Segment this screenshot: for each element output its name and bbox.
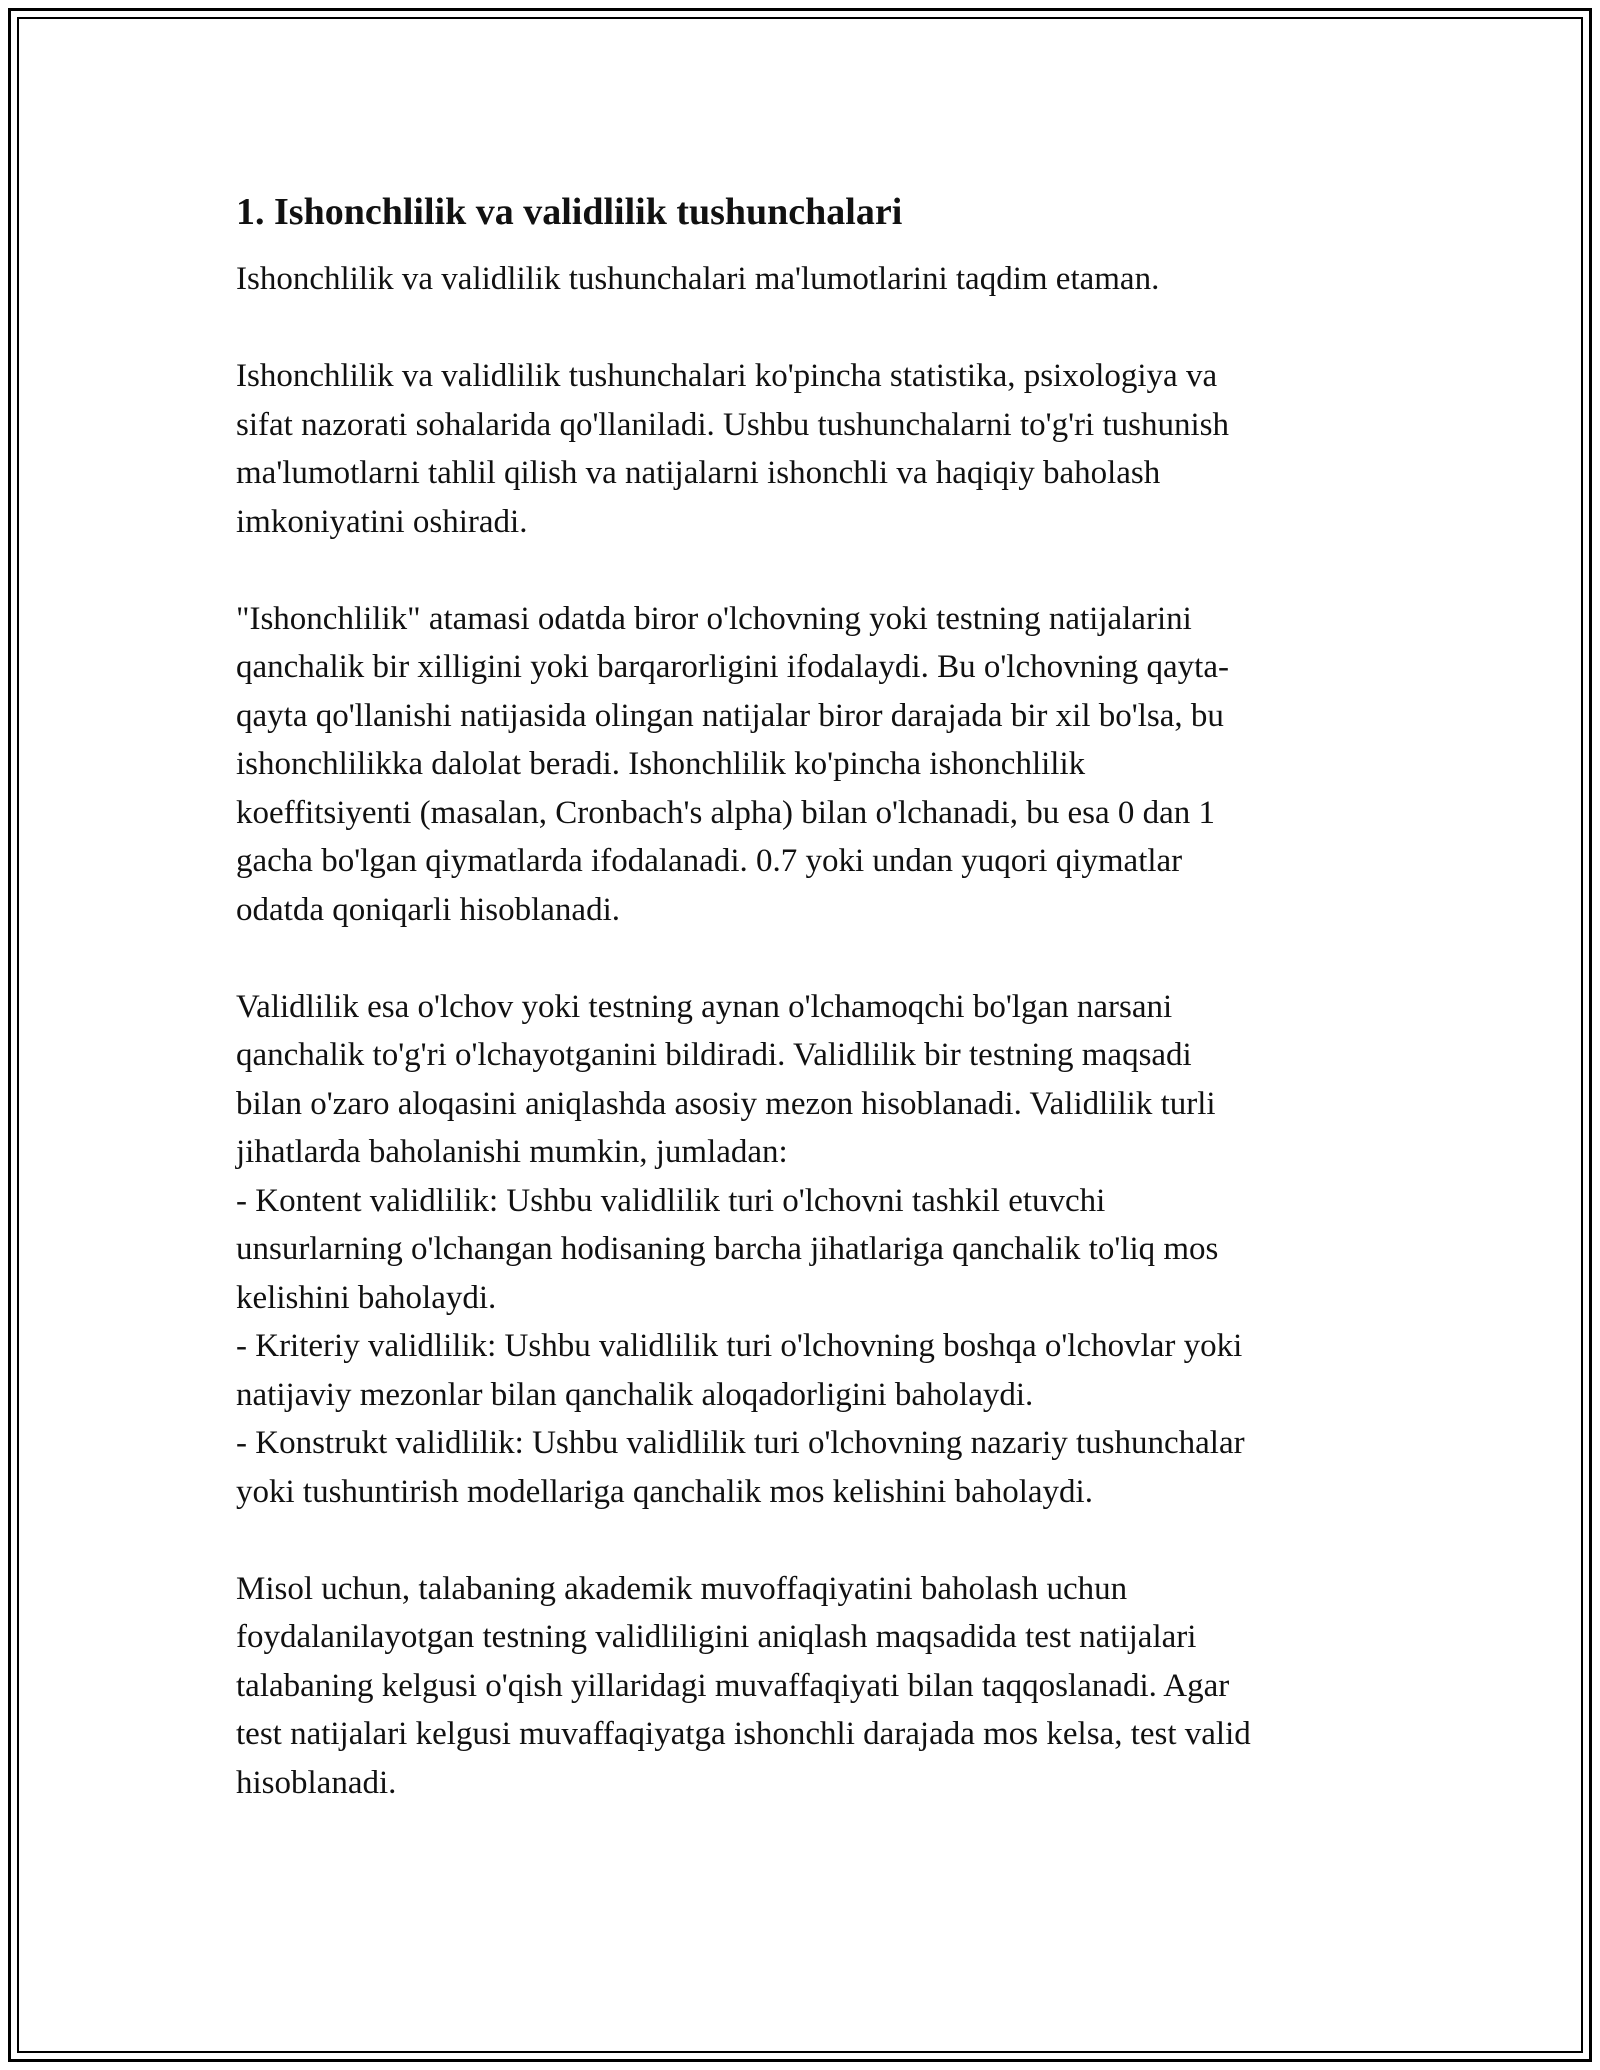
text-line: odatda qoniqarli hisoblanadi. [236, 891, 620, 928]
text-line: - Konstrukt validlilik: Ushbu validlilik turi o'lchovning nazariy tushunchalar [236, 1425, 1245, 1461]
text-line: natijaviy mezonlar bilan qanchalik aloqadorligini baholaydi. [236, 1376, 1034, 1413]
paragraph [236, 1565, 1376, 1808]
text-line: Validlilik esa o'lchov yoki testning aynan o'lchamoqchi bo'lgan narsani [236, 988, 1173, 1025]
text-line: bilan o'zaro aloqasini aniqlashda asosiy mezon hisoblanadi. Validlilik turli [236, 1085, 1216, 1122]
paragraph [236, 255, 1376, 304]
text-line: Misol uchun, talabaning akademik muvoffaqiyatini baholash uchun [236, 1570, 1128, 1607]
text-line: qanchalik bir xilligini yoki barqarorligini ifodalaydi. Bu o'lchovning qayta- [236, 649, 1229, 685]
paragraph [236, 352, 1376, 546]
document-title: 1. Ishonchlilik va validlilik tushunchalari [236, 191, 903, 233]
text-line: kelishini baholaydi. [236, 1279, 497, 1316]
paragraph [236, 595, 1376, 935]
text-line: - Kriteriy validlilik: Ushbu validlilik turi o'lchovning boshqa o'lchovlar yoki [236, 1328, 1243, 1364]
text-line: foydalanilayotgan testning validliligini aniqlash maqsadida test natijalari [236, 1619, 1197, 1655]
text-line: sifat nazorati sohalarida qo'llaniladi. Ushbu tushunchalarni to'g'ri tushunish [236, 406, 1229, 443]
text-line: yoki tushuntirish modellariga qanchalik mos kelishini baholaydi. [236, 1473, 1093, 1510]
text-line: qayta qo'llanishi natijasida olingan natijalar biror darajada bir xil bo'lsa, bu [236, 697, 1224, 734]
text-line: unsurlarning o'lchangan hodisaning barcha jihatlariga qanchalik to'liq mos [236, 1231, 1219, 1267]
text-line: qanchalik to'g'ri o'lchayotganini bildiradi. Validlilik bir testning maqsadi [236, 1037, 1192, 1073]
text-line: hisoblanadi. [236, 1764, 397, 1801]
text-line: Ishonchlilik va validlilik tushunchalari ko'pincha statistika, psixologiya va [236, 358, 1218, 394]
text-line: koeffitsiyenti (masalan, Cronbach's alpha) bilan o'lchanadi, bu esa 0 dan 1 [236, 794, 1215, 831]
text-line: jihatlarda baholanishi mumkin, jumladan: [236, 1134, 788, 1170]
document-body [236, 187, 1376, 1856]
text-line: ishonchlilikka dalolat beradi. Ishonchlilik ko'pincha ishonchlilik [236, 746, 1086, 782]
text-line: gacha bo'lgan qiymatlarda ifodalanadi. 0.7 yoki undan yuqori qiymatlar [236, 843, 1183, 879]
paragraph [236, 983, 1376, 1517]
text-line: imkoniyatini oshiradi. [236, 503, 528, 540]
text-line: - Kontent validlilik: Ushbu validlilik turi o'lchovni tashkil etuvchi [236, 1182, 1106, 1219]
text-line: test natijalari kelgusi muvaffaqiyatga ishonchli darajada mos kelsa, test valid [236, 1716, 1251, 1752]
text-line: Ishonchlilik va validlilik tushunchalari ma'lumotlarini taqdim etaman. [236, 261, 1160, 297]
text-line: "Ishonchlilik" atamasi odatda biror o'lchovning yoki testning natijalarini [236, 600, 1192, 637]
text-line: talabaning kelgusi o'qish yillaridagi muvaffaqiyati bilan taqqoslanadi. Agar [236, 1667, 1230, 1704]
paragraph-list [236, 255, 1376, 1807]
text-line: ma'lumotlarni tahlil qilish va natijalarni ishonchli va haqiqiy baholash [236, 455, 1161, 491]
